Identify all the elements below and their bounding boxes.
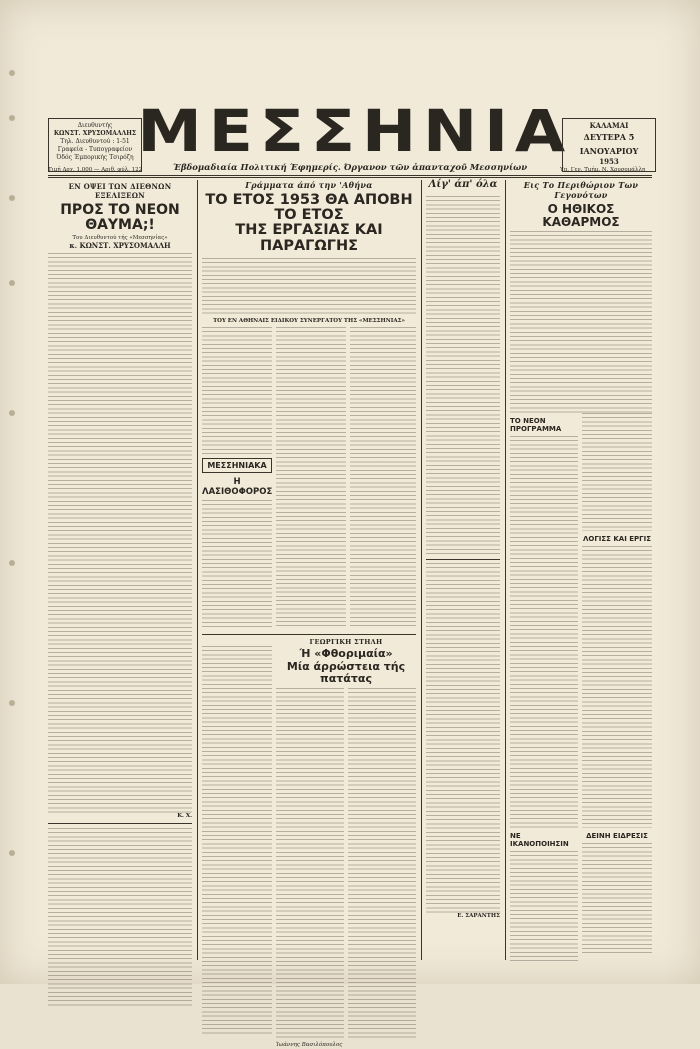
column-4	[426, 180, 500, 920]
col5-lower	[510, 413, 652, 961]
office-address: Όδός Έμπορικής Τσιρόζη	[56, 154, 134, 161]
center-subcol-c	[350, 327, 416, 630]
punch-hole	[9, 70, 15, 76]
col4-text-2	[426, 563, 500, 913]
logois-heading: ΛΟΓΙΣΣ ΚΑΙ ΕΡΓΙΣ	[582, 535, 652, 544]
subcol-b-text	[276, 327, 346, 627]
georgiki-text-a	[276, 688, 344, 1040]
column-1	[48, 180, 192, 1008]
col4-kicker: Λίγ' άπ' όλα	[428, 179, 498, 190]
col4-text	[426, 196, 500, 556]
messiniaka-box	[202, 458, 272, 473]
punch-hole	[9, 410, 15, 416]
center-lower	[202, 646, 416, 1040]
georgiki-title-line2: Μία άρρώστεια τής πατάτας	[286, 660, 406, 685]
punch-hole	[9, 850, 15, 856]
col1-headline: ΠΡΟΣ ΤΟ ΝΕΟΝ ΘΑΥΜΑ;!	[60, 202, 180, 233]
column-5	[510, 180, 652, 961]
center-headline-line1: ΤΟ ΕΤΟΣ 1953 ΘΑ ΑΠΟΒΗ ΤΟ ΕΤΟΣ	[205, 192, 413, 224]
punch-hole	[9, 280, 15, 286]
issue-year: 1953	[599, 157, 619, 166]
issue-date: ΔΕΥΤΕΡΑ 5 ΙΑΝΟΥΑΡΙΟΥ	[579, 132, 639, 156]
center-divider	[202, 634, 416, 635]
col1-kicker: ΕΝ ΟΨΕΙ ΤΩΝ ΔΙΕΘΝΩΝ ΕΞΕΛΙΞΕΩΝ	[68, 182, 172, 200]
subcol-a-text-2	[202, 500, 272, 630]
editor-phone: Τηλ. Διευθυντού : 1-51	[60, 138, 130, 145]
col4-divider	[426, 559, 500, 560]
center-lower-left-text	[202, 646, 272, 1034]
new-program-heading: ΤΟ ΝΕΟΝ ΠΡΟΓΡΑΜΜΑ	[510, 417, 562, 434]
col1-author: κ. ΚΩΝΣΤ. ΧΡΥΣΟΜΑΛΛΗ	[69, 241, 171, 251]
subcol-a-text	[202, 327, 272, 455]
center-subcol-b	[276, 327, 346, 630]
georgiki-title-line1: Ή «Φθοριμαία»	[299, 646, 393, 660]
col5-subcol-a-text	[510, 436, 578, 828]
col5-article-text	[510, 231, 652, 413]
center-lead-text	[202, 258, 416, 316]
center-lower-left	[202, 646, 272, 1040]
editor-label: Διευθυντής	[77, 122, 113, 129]
col1-footer-text	[48, 828, 192, 1008]
georgiki-text	[276, 688, 416, 1040]
ikanopoiisin-heading: ΝΕ ΙΚΑΝΟΠΟΙΗΣΙΝ	[510, 832, 569, 849]
col5-subcol-b-text	[582, 413, 652, 531]
newspaper-tagline: Έβδομαδιαία Πολιτική Έφημερίς. Όργανον τῶν ἀπανταχοῦ Μεσσηνίων	[172, 163, 528, 173]
col5-subcol-a-text-2	[510, 851, 578, 961]
col5-subcol-b-text-2	[582, 546, 652, 828]
column-divider	[505, 180, 506, 960]
editor-name: ΚΩΝΣΤ. ΧΡΥΣΟΜΑΛΛΗΣ	[53, 130, 137, 137]
georgiki-kicker: ΓΕΩΡΓΙΚΗ ΣΤΗΛΗ	[309, 637, 383, 646]
col1-divider	[48, 823, 192, 824]
city-name: ΚΑΛΑΜΑΙ	[589, 121, 629, 130]
col5-headline: Ο ΗΘΙΚΟΣ ΚΑΘΑΡΜΟΣ	[542, 202, 620, 229]
publisher-note: Υπ. Γεν. Τμήμ. Ν. Χρυσομάλλη	[560, 167, 646, 173]
newspaper-title: ΜΕΣΣΗΝΙΑ	[137, 97, 572, 165]
col5-subcol-a	[510, 413, 578, 961]
center-kicker: Γράμματα άπό την 'Αθήνα	[245, 180, 373, 190]
masthead-rule	[48, 177, 652, 178]
col4-signature: Ε. ΣΑΡΑΝΤΗΣ	[457, 912, 500, 919]
lasithoforos-heading: Η ΛΑΣΙΘΟΦΟΡΟΣ	[202, 476, 273, 497]
col5-subcol-b	[582, 413, 652, 961]
col5-kicker: Εις Το Περιθώριον Των Γεγονότων	[523, 180, 639, 200]
messiniaka-heading: ΜΕΣΣΗΝΙΑΚΑ	[207, 460, 267, 470]
subcol-c-text	[350, 327, 416, 627]
date-box	[562, 118, 656, 172]
punch-hole	[9, 560, 15, 566]
punch-hole	[9, 115, 15, 121]
col1-article-text	[48, 253, 192, 813]
center-headline-line2: ΤΗΣ ΕΡΓΑΣΙΑΣ ΚΑΙ ΠΑΡΑΓΩΓΗΣ	[235, 222, 383, 254]
center-text-grid	[202, 327, 416, 630]
center-lower-right	[276, 646, 416, 1040]
georgiki-text-b	[348, 688, 416, 1040]
punch-hole	[9, 700, 15, 706]
center-columns	[202, 180, 416, 1049]
col1-signature: Κ. Χ.	[177, 813, 192, 820]
center-subtitle: ΤΟΥ ΕΝ ΑΘΗΝΑΙΣ ΕΙΔΙΚΟΥ ΣΥΝΕΡΓΑΤΟΥ ΤΗΣ «ΜΕΣΣΗΝΙΑΣ»	[213, 317, 405, 324]
price-issue: Τιμή Δρχ. 1.000 — Αριθ. φύλ. 122	[48, 167, 143, 173]
editor-info-box	[48, 118, 142, 172]
col5-subcol-b-text-3	[582, 843, 652, 953]
punch-hole	[9, 195, 15, 201]
masthead-rule	[48, 175, 652, 176]
col1-byline: Του Διευθυντού τής «Μεσσηνίας»	[72, 235, 168, 242]
center-signoff: Ίωάννης Βασιλόπουλος	[275, 1041, 343, 1048]
column-divider	[197, 180, 198, 960]
center-subcol-a	[202, 327, 272, 630]
column-divider	[421, 180, 422, 960]
deini-eidresis-heading: ΔΕΙΝΗ ΕΙΔΡΕΣΙΣ	[586, 832, 648, 841]
office-label: Γραφεία - Τυπογραφείον	[57, 146, 133, 153]
